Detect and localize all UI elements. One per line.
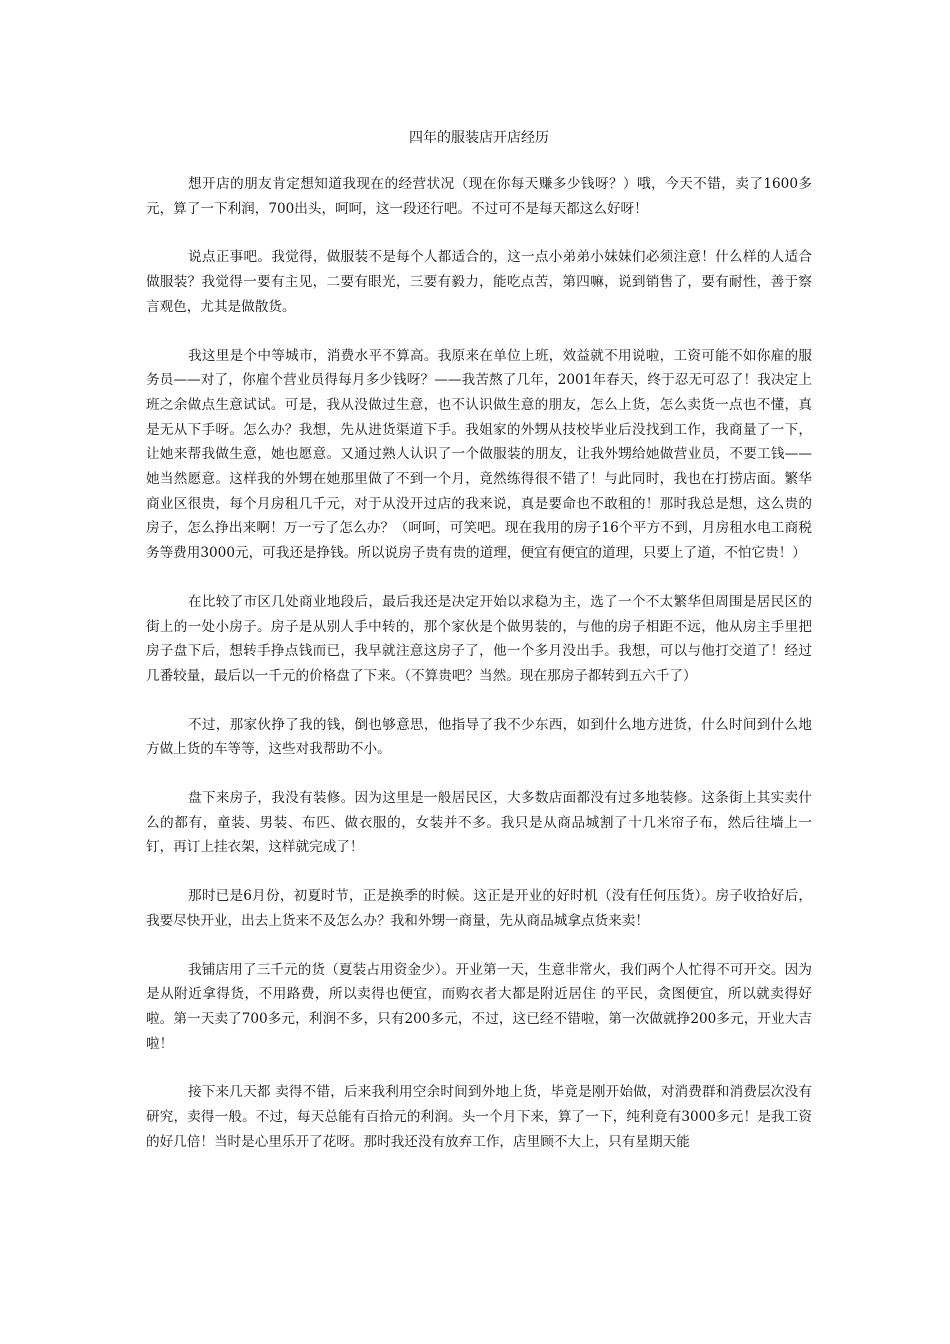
paragraph-3: 我这里是个中等城市，消费水平不算高。我原来在单位上班，效益就不用说啦，工资可能不如你雇的服务员——对了，你雇个营业员得每月多少钱呀？——我苦熬了几年，2001年春天，终于忍无可忍了！我决定上班之余做点生意试试。可是，我从没做过生意，也不认识做生意的朋友，怎么上货，怎么卖货一点也不懂，真是无从下手呀。怎么办？我想，先从进货渠道下手。我姐家的外甥从技校毕业后没找到工作，我商量了一下，让她来帮我做生意，她也愿意。又通过熟人认识了一个做服装的朋友，让我外甥给她做营业员，不要工钱——她当然愿意。这样我的外甥在她那里做了不到一个月，竟然练得很不错了！与此同时，我也在打捞店面。繁华商业区很贵，每个月房租几千元，对于从没开过店的我来说，真是要命也不敢租的！那时我总是想，这么贵的房子，怎么挣出来啊！万一亏了怎么办？（呵呵，可笑吧。现在我用的房子16个平方不到，月房租水电工商税务等费用3000元，可我还是挣钱。所以说房子贵有贵的道理，便宜有便宜的道理，只要上了道，不怕它贵！） [146, 347, 812, 562]
paragraph-8: 我铺店用了三千元的货（夏装占用资金少）。开业第一天，生意非常火，我们两个人忙得不可开交。因为是从附近拿得货，不用路费，所以卖得也便宜，而购衣者大都是附近居住 的平民，贪图便宜，所以就卖得好啦。第一天卖了700多元，利润不多，只有200多元，不过，这已经不错啦，第一次做就挣200多元，开业大吉啦！ [146, 961, 812, 1052]
paragraph-9: 接下来几天都 卖得不错，后来我利用空余时间到外地上货，毕竟是刚开始做，对消费群和消费层次没有研究，卖得一般。不过，每天总能有百拾元的利润。头一个月下来，算了一下，纯利竟有3000多元！是我工资的好几倍！当时是心里乐开了花呀。那时我还没有放弃工作，店里顾不大上，只有星期天能 [146, 1084, 812, 1150]
paragraph-5: 不过，那家伙挣了我的钱，倒也够意思，他指导了我不少东西，如到什么地方进货，什么时间到什么地方做上货的车等等，这些对我帮助不小。 [146, 716, 812, 758]
paragraph-4: 在比较了市区几处商业地段后，最后我还是决定开始以求稳为主，选了一个不太繁华但周围是居民区的街上的一处小房子。房子是从别人手中转的，那个家伙是个做男装的，与他的房子相距不远，他从房主手里把房子盘下后，想转手挣点钱而已，我早就注意这房子了，他一个多月没出手。我想，可以与他打交道了！经过几番较量，最后以一千元的价格盘了下来。（不算贵吧？当然。现在那房子都转到五六千了） [146, 593, 812, 684]
paragraph-6: 盘下来房子，我没有装修。因为这里是一般居民区，大多数店面都没有过多地装修。这条街上其实卖什么的都有，童装、男装、布匹、做衣服的，女装并不多。我只是从商品城割了十几米帘子布，然后往墙上一钉，再订上挂衣架，这样就完成了！ [146, 790, 812, 856]
paragraph-2: 说点正事吧。我觉得，做服装不是每个人都适合的，这一点小弟弟小妹妹们必须注意！什么样的人适合做服装？我觉得一要有主见，二要有眼光，三要有毅力，能吃点苦，第四嘛，说到销售了，要有耐性，善于察言观色，尤其是做散货。 [146, 249, 812, 315]
paragraph-1: 想开店的朋友肯定想知道我现在的经营状况（现在你每天赚多少钱呀？）哦，今天不错，卖了1600多元，算了一下利润，700出头，呵呵，这一段还行吧。不过可不是每天都这么好呀！ [146, 176, 812, 217]
paragraph-7: 那时已是6月份，初夏时节，正是换季的时候。这正是开业的好时机（没有任何压货）。房子收拾好后，我要尽快开业，出去上货来不及怎么办？我和外甥一商量，先从商品城拿点货来卖！ [146, 888, 812, 929]
document-title: 四年的服装店开店经历 [409, 130, 549, 146]
document-page [146, 128, 812, 1179]
